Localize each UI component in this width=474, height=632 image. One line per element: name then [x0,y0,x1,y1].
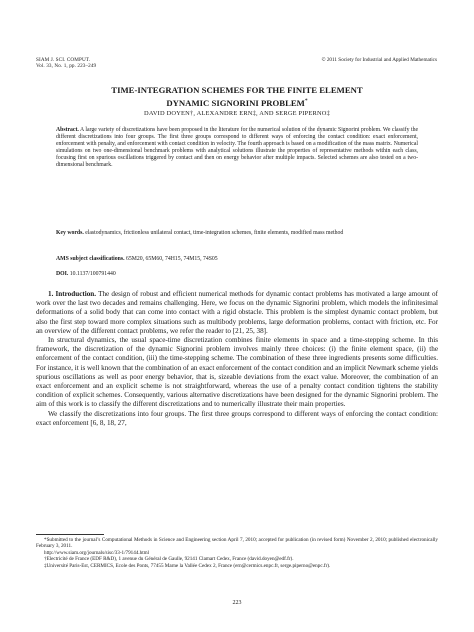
copyright-notice: © 2011 Society for Industrial and Applied Mathematics [321,57,437,63]
page-number: 223 [232,600,242,606]
journal-header [36,57,96,69]
footnote-edf: †Electricité de France (EDF R&D), 1 avenue du Général de Gaulle, 92141 Clamart Cedex, France (david.doyen@edf.fr). [44,556,294,563]
intro-paragraph-3: We classify the discretizations into four groups. The first three groups correspond to different ways of enforcing the contact condition: exact enforcement [6, 8, 18, 27, [36,409,438,427]
intro-paragraph-1 [36,290,438,336]
footnote-url: http://www.siam.org/journals/sisc/33-1/79144.html [44,549,150,556]
abstract [56,127,418,168]
doi-label: DOI. [56,271,69,277]
intro-paragraph-2: In structural dynamics, the usual space-time discretization combines finite elements in space and a time-stepping scheme. In this framework, the discretization of the dynamic Signorini problem involves mainly three choices: (i) the finite element space, (ii) the enforcement of the contact condition, (iii) the time-stepping scheme. The combination of these three ingredients presents some difficulties. For instance, it is well known that the combination of an exact enforcement of the contact condition and an implicit Newmark scheme yields spurious oscillations as well as poor energy behavior, that is, sizeable deviations from the exact value. Moreover, the combination of an exact enforcement and an explicit scheme is not straightforward, whereas the use of a penalty contact condition tightens the stability condition of explicit schemes. Consequently, various alternative discretizations have been designed for the dynamic Signorini problem. The aim of this work is to classify the different discretizations and to numerically illustrate their main properties. [36,336,438,409]
author-list: DAVID DOYEN†, ALEXANDRE ERN‡, AND SERGE PIPERNO‡ [144,110,330,117]
intro-paragraph-1-text: The design of robust and efficient numerical methods for dynamic contact problems has motivated a large amount of work over the last two decades and remains challenging. Here, we focus on the dynamic Signorini problem, which models the infinitesimal deformations of a solid body that can come into contact with a rigid obstacle. This problem is the simplest dynamic contact problem, but also the first step toward more complex situations such as multibody problems, large deformation problems, contact with friction, etc. For an overview of the different contact problems, we refer the reader to [21, 25, 38]. [36,290,439,335]
ams-label: AMS subject classifications. [56,256,125,262]
keywords-label: Key words. [56,230,84,236]
keywords [56,230,418,237]
ams-classifications [56,256,418,262]
section-heading: 1. Introduction. [48,290,97,298]
abstract-text: A large variety of discretizations have been proposed in the literature for the numerical solution of the dynamic Signorini problem. We classify the different discretizations into four groups. The first three groups correspond to different ways of enforcing the contact condition: exact enforcement, enforcement with penalty, and enforcement with contact condition in velocity. The fourth approach is based on a modification of the mass matrix. Numerical simulations on two one-dimensional benchmark problems with analytical solutions illustrate the properties of representative methods within each class, focusing first on spurious oscillations triggered by contact and then on energy behavior after multiple impacts. Selected schemes are also tested on a two-dimensional benchmark. [56,127,418,168]
doi [56,271,418,277]
title-line-2-text: DYNAMIC SIGNORINI PROBLEM [166,97,305,108]
keywords-text: elastodynamics, frictionless unilateral contact, time-integration schemes, finite elements, modified mass method [85,230,344,236]
paper-title [36,85,438,109]
title-line-2 [36,96,438,109]
abstract-label: Abstract. [56,127,79,133]
introduction-section [36,290,438,428]
footnote-submission: *Submitted to the journal’s Computational Methods in Science and Engineering section April 7, 2010; accepted for publication (in revised form) November 2, 2010; published electronically February 3, 2011. [36,537,438,550]
title-line-1: TIME-INTEGRATION SCHEMES FOR THE FINITE ELEMENT [111,85,363,95]
footnote-cermics: ‡Université Paris-Est, CERMICS, Ecole des Ponts, 77455 Marne la Vallée Cedex 2, France (ern@cermics.enpc.fr, serge.piperno@enpc.fr). [44,562,331,569]
journal-volume: Vol. 33, No. 1, pp. 223–249 [36,63,97,70]
doi-text: 10.1137/100791440 [69,271,116,277]
ams-text: 65M20, 65M60, 74H15, 74M15, 74S05 [125,256,218,262]
title-footnote-mark: * [304,98,308,104]
journal-name: SIAM J. SCI. COMPUT. [36,57,91,63]
footnotes [36,537,438,569]
footnote-rule [36,534,104,535]
